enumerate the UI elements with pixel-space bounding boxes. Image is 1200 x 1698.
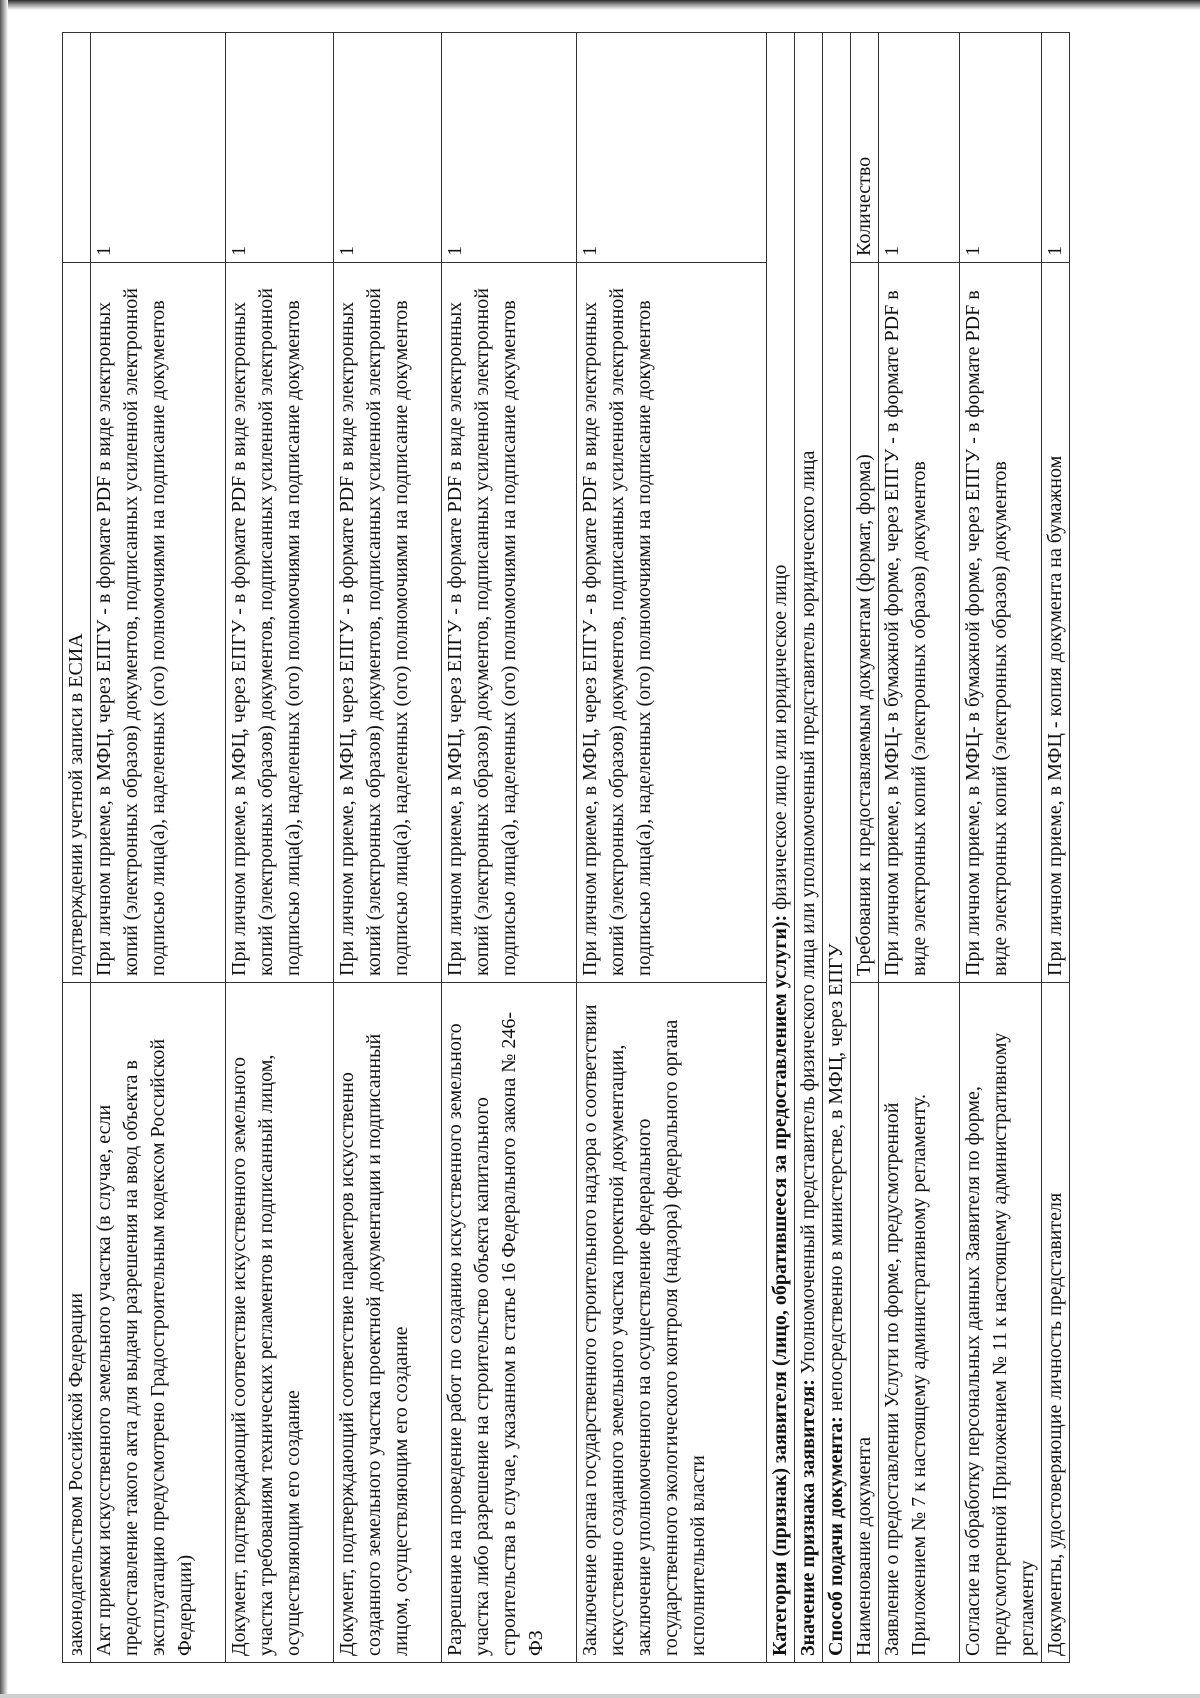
doc-name-cell: законодательством Российской Федерации [63,983,91,1663]
doc-name-cell: Документ, подтверждающий соответствие искусственного земельного участка требованиям технических регламентов и подписанный лицом, осуществляющим его создание [226,983,334,1663]
scan-edge-top [0,0,1200,10]
method-row [823,33,851,1663]
requirements-cell: При личном приеме, в МФЦ - копия документа на бумажном [1042,263,1070,983]
rotated-document-page [62,33,1066,1663]
requirements-cell: подтверждении учетной записи в ЕСИА [63,263,91,983]
requirements-cell: При личном приеме, в МФЦ, через ЕПГУ - в формате PDF в виде электронных копий (электронных образов) документов, подписанных усиленной электронной подписью лица(а), наделенных (ого) полномочиями на подписание документов [91,263,226,983]
submission-method [823,33,851,1663]
table-row [334,33,442,1663]
doc-name-cell: Разрешение на проведение работ по созданию искусственного земельного участка либо разрешение на строительство объекта капитального строительства в случае, указанном в статье 16 Федерального закона № 246-ФЗ [442,983,577,1663]
quantity-cell: 1 [226,33,334,263]
applicant-sign [795,33,823,1663]
category-row [767,33,795,1663]
quantity-cell: 1 [1042,33,1070,263]
applicant-category [767,33,795,1663]
doc-name-cell: Согласие на обработку персональных данных Заявителя по форме, предусмотренной Приложением № 11 к настоящему административному регламенту [960,983,1042,1663]
requirements-cell: При личном приеме, в МФЦ- в бумажной форме, через ЕПГУ - в формате PDF в виде электронных копий (электронных образов) документов [960,263,1042,983]
doc-name-cell: Документ, подтверждающий соответствие параметров искусственно созданного земельного участка проектной документации и подписанный лицом, осуществляющим его создание [334,983,442,1663]
quantity-cell: 1 [334,33,442,263]
doc-name-cell: Документы, удостоверяющие личность представителя [1042,983,1070,1663]
category-value: физическое лицо или юридическое лицо [769,564,791,915]
quantity-cell: 1 [879,33,960,263]
quantity-cell [63,33,91,263]
sign-label: Значение признака заявителя: [797,1379,819,1656]
table-row [960,33,1042,1663]
method-label: Способ подачи документа: [825,1416,847,1656]
requirements-cell: При личном приеме, в МФЦ, через ЕПГУ - в формате PDF в виде электронных копий (электронных образов) документов, подписанных усиленной электронной подписью лица(а), наделенных (ого) полномочиями на подписание документов [226,263,334,983]
scan-edge-bottom [0,1694,1200,1698]
requirements-cell: При личном приеме, в МФЦ, через ЕПГУ - в формате PDF в виде электронных копий (электронных образов) документов, подписанных усиленной электронной подписью лица(а), наделенных (ого) полномочиями на подписание документов [577,263,767,983]
table-row [577,33,767,1663]
header-requirements: Требования к предоставляемым документам (формат, форма) [851,263,879,983]
doc-name-cell: Заключение органа государственного строительного надзора о соответствии искусственно созданного земельного участка проектной документации, заключение уполномоченного на осуществление федерального государственного экологического контроля (надзора) федерального органа исполнительной власти [577,983,767,1663]
doc-name-cell: Акт приемки искусственного земельного участка (в случае, если предоставление такого акта для выдачи разрешения на ввод объекта в эксплуатацию предусмотрено Градостроительным кодексом Российской Федерации) [91,983,226,1663]
documents-table [62,32,1070,1663]
scan-edge-left [0,0,8,1698]
quantity-cell: 1 [442,33,577,263]
table-header-row [851,33,879,1663]
table-row [442,33,577,1663]
quantity-cell: 1 [960,33,1042,263]
doc-name-cell: Заявление о предоставлении Услуги по форме, предусмотренной Приложением № 7 к настоящему административному регламенту. [879,983,960,1663]
method-value: непосредственно в министерстве, в МФЦ, через ЕПГУ [825,943,847,1417]
category-label: Категория (признак) заявителя (лицо, обратившееся за предоставлением услуги): [769,914,791,1656]
header-quantity: Количество [851,33,879,263]
table-row [1042,33,1070,1663]
header-doc-name: Наименование документа [851,983,879,1663]
table-row [63,33,91,1663]
requirements-cell: При личном приеме, в МФЦ, через ЕПГУ - в формате PDF в виде электронных копий (электронных образов) документов, подписанных усиленной электронной подписью лица(а), наделенных (ого) полномочиями на подписание документов [334,263,442,983]
table-row [879,33,960,1663]
sign-value: Уполномоченный представитель физического лица или уполномоченный представитель юридического лица [797,450,819,1380]
table-row [226,33,334,1663]
sign-row [795,33,823,1663]
requirements-cell: При личном приеме, в МФЦ, через ЕПГУ - в формате PDF в виде электронных копий (электронных образов) документов, подписанных усиленной электронной подписью лица(а), наделенных (ого) полномочиями на подписание документов [442,263,577,983]
table-row [91,33,226,1663]
quantity-cell: 1 [91,33,226,263]
requirements-cell: При личном приеме, в МФЦ- в бумажной форме, через ЕПГУ - в формате PDF в виде электронных копий (электронных образов) документов [879,263,960,983]
quantity-cell: 1 [577,33,767,263]
